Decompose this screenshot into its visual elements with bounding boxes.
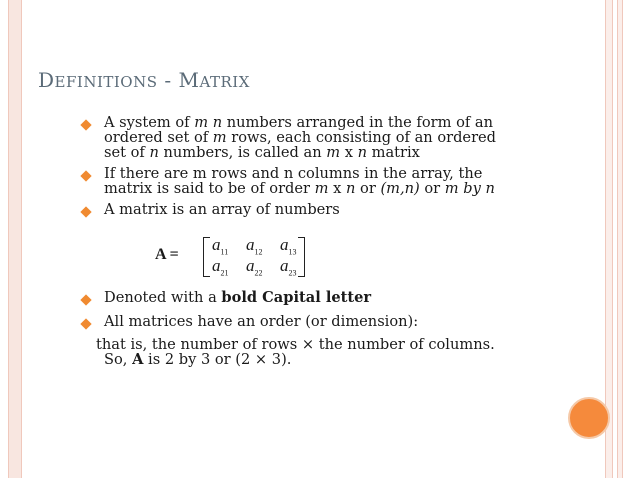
bullet-1-line-1: A system of m n numbers arranged in the form of an [104,114,493,131]
bullet-diamond-icon [80,119,91,130]
bullet-diamond-icon [80,294,91,305]
matrix-cell: $a_{23}$ [280,256,297,278]
bullet-5-line-1: All matrices have an order (or dimension): [104,313,419,330]
bullet-1-line-2: ordered set of m rows, each consisting of an ordered [104,129,497,146]
right-decorative-border-outer [617,0,623,478]
orange-circle-decoration [568,397,610,439]
bullet-5-line-2: that is, the number of rows × the number of columns. [96,336,495,353]
bullet-3: A matrix is an array of numbers [104,201,340,218]
matrix-cell: $a_{11}$ [212,235,229,257]
matrix-cell: $a_{22}$ [246,256,263,278]
bullet-2-line-1: If there are m rows and n columns in the array, the [104,165,483,182]
matrix-left-bracket [203,237,210,277]
bullet-diamond-icon [80,318,91,329]
matrix-right-bracket [298,237,305,277]
bullet-diamond-icon [80,170,91,181]
matrix-cell: $a_{13}$ [280,235,297,257]
matrix-cell: $a_{12}$ [246,235,263,257]
bullet-2-line-2: matrix is said to be of order m x n or (m,n) or m by n [104,180,495,197]
bullet-4: Denoted with a bold Capital letter [104,289,372,306]
left-decorative-border [8,0,22,478]
slide-title: DEFINITIONS - MATRIX [38,68,250,92]
bullet-5-line-3: So, A is 2 by 3 or (2 × 3). [104,351,292,368]
matrix-cell: $a_{21}$ [212,256,229,278]
bullet-diamond-icon [80,206,91,217]
matrix-label: A = [155,246,179,263]
bullet-1-line-3: set of n numbers, is called an m x n matrix [104,144,420,161]
